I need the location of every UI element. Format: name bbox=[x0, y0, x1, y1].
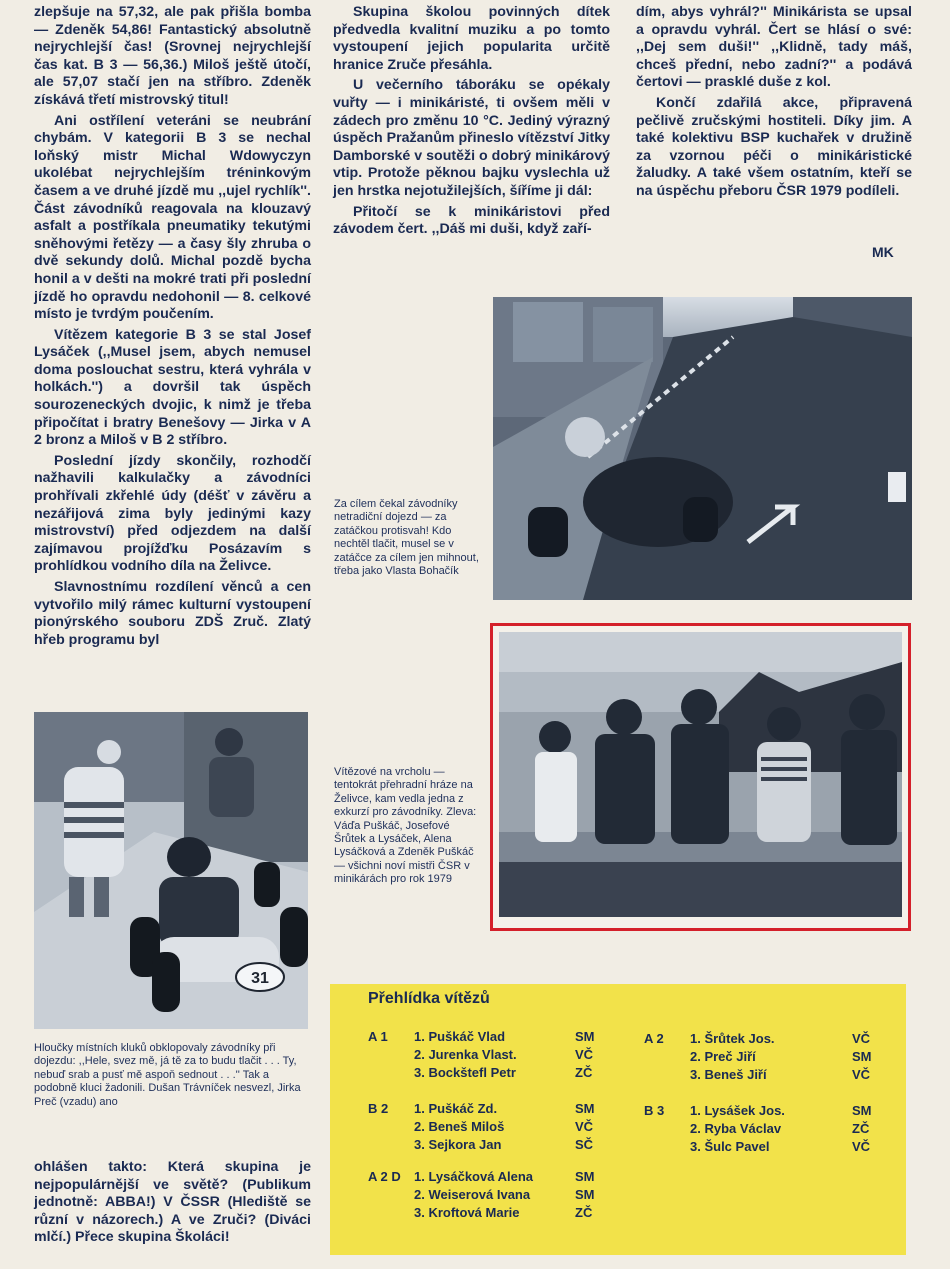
results-row-club: SČ bbox=[575, 1137, 594, 1152]
results-category: A 1 bbox=[368, 1029, 388, 1044]
results-row-name: 2. Jurenka Vlast. bbox=[414, 1047, 517, 1062]
paragraph: Skupina školou povinných dítek předvedla kvalitní muziku a po tomto vystoupení jejich popularita určitě hranice Zruče přesáhla. bbox=[333, 4, 610, 73]
results-row-name: 2. Preč Jiří bbox=[690, 1049, 756, 1064]
results-row-name: 2. Beneš Miloš bbox=[414, 1119, 505, 1134]
kids-photo-caption: Hloučky místních kluků obklopovaly závodníky při dojezdu: ,,Hele, svez mě, já tě za to budu tlačit . . . Ty, nebuď srab a pusť mě aspoň sednout . . .'' Tak a podobně kluci žadonili. Dušan Trávníček nesvezl, Jirka Preč (vzadu) ano bbox=[34, 1042, 301, 1108]
winners-group-photo bbox=[499, 632, 902, 917]
kart-number: 31 bbox=[251, 970, 269, 987]
results-category: B 3 bbox=[644, 1103, 665, 1118]
results-row-club: SM bbox=[852, 1103, 872, 1118]
results-row-name: 1. Šrůtek Jos. bbox=[690, 1031, 775, 1046]
results-row-club: SM bbox=[575, 1029, 595, 1044]
results-row-club: SM bbox=[575, 1169, 595, 1184]
paragraph: Přitočí se k minikáristovi před závodem čert. ,,Dáš mi duši, když zaří- bbox=[333, 203, 610, 238]
results-category: B 2 bbox=[368, 1101, 389, 1116]
results-row-name: 1. Puškáč Vlad bbox=[414, 1029, 506, 1044]
results-row-club: ZČ bbox=[852, 1121, 870, 1136]
results-row-name: 3. Beneš Jiří bbox=[690, 1067, 767, 1082]
paragraph: Slavnostnímu rozdílení věnců a cen vytvořilo milý rámec kulturní vystoupení pionýrského souboru ZDŠ Zruč. Zlatý hřeb programu byl bbox=[34, 579, 311, 648]
article-column-2 bbox=[333, 4, 610, 242]
road-photo-caption: Za cílem čekal závodníky netradiční dojezd — za zatáčkou protisvah! Kdo nechtěl tlačit, musel se v zatáčce za cílem jen mihnout, třeba jako Vlasta Bohačík bbox=[334, 498, 479, 578]
paragraph: Vítězem kategorie B 3 se stal Josef Lysáček (,,Musel jsem, abych nemusel doma poslouchat sestru, která vyhrála v holkách.'') a dovršil tak úspěch sourozeneckých dvojic, k nimž je třeba připočítat i bratry Benešovy — Jirka v A 2 bronz a Miloš v B 2 stříbro. bbox=[34, 326, 311, 449]
road-race-photo bbox=[493, 297, 912, 600]
article-column-1 bbox=[34, 4, 311, 652]
results-row-name: 3. Šulc Pavel bbox=[690, 1139, 770, 1154]
results-row-club: SM bbox=[575, 1187, 595, 1202]
winners-photo-frame bbox=[490, 623, 911, 931]
results-row-club: SM bbox=[852, 1049, 872, 1064]
results-row-club: VČ bbox=[575, 1047, 594, 1062]
results-right-column bbox=[630, 984, 906, 1255]
paragraph: Poslední jízdy skončily, rozhodčí nažhavili kalkulačky a závodníci prohřívali zkřehlé údy (déšť v závěru a nezářijová zima byly jedinými kazy mistrovství) před odjezdem na další zajímavou projížďku Posázavím s prohlídkou vodního díla na Želivce. bbox=[34, 452, 311, 575]
paragraph: zlepšuje na 57,32, ale pak přišla bomba — Zdeněk 54,86! Fantastický absolutně nejrychlejší čas! (Srovnej nejrychlejší čas kat. B 3 — 56,36.) Miloš ještě útočí, ale 57,07 stačí jen na stříbro. Zdeněk získává třetí mistrovský titul! bbox=[34, 4, 311, 108]
results-row-name: 2. Ryba Václav bbox=[690, 1121, 782, 1136]
results-row-club: SM bbox=[575, 1101, 595, 1116]
paragraph: Končí zdařilá akce, připravená pečlivě zručskými hostiteli. Díky jim. A také kolektivu BSP kuchařek v družině za vzornou péči o minikáristické žaludky. A také všem ostatním, kteří se na úspěchu přeboru ČSR 1979 podíleli. bbox=[636, 94, 912, 199]
results-row-club: VČ bbox=[852, 1139, 871, 1154]
winners-photo-caption: Vítězové na vrcholu — tentokrát přehradní hráze na Želivce, kam vedla jedna z exkurzí pro závodníky. Zleva: Váďa Puškáč, Josefové Šrůtek a Lysáček, Alena Lysáčková a Zdeněk Puškáč — všichni noví mistři ČSR v minikárách pro rok 1979 bbox=[334, 766, 477, 886]
results-row-club: ZČ bbox=[575, 1205, 593, 1220]
paragraph: ohlášen takto: Která skupina je nejpopulárnější ve světě? (Publikum jednotně: ABBA!) V ČSSR (Hlediště se různí v názorech.) A ve Zruči? (Diváci mlčí.) Přece skupina Školáci! bbox=[34, 1159, 311, 1246]
results-left-column bbox=[330, 984, 630, 1255]
paragraph: U večerního táboráku se opékaly vuřty — i minikáristé, ti ovšem měli v zádech pro změnu 10 °C. Jediný výrazný úspěch Pražanům přineslo vítězství Jitky Damborské v soutěži o dobrý minikárový vtip. Protože pěknou bajku vyslechla už jen hrstka nejotužilejších, šíříme ji dál: bbox=[333, 77, 610, 199]
results-box bbox=[330, 984, 906, 1255]
results-row-club: ZČ bbox=[575, 1065, 593, 1080]
results-row-name: 1. Lysáčková Alena bbox=[414, 1169, 533, 1184]
results-row-club: VČ bbox=[852, 1031, 871, 1046]
results-row-name: 2. Weiserová Ivana bbox=[414, 1187, 531, 1202]
results-row-name: 3. Bockštefl Petr bbox=[414, 1065, 516, 1080]
paragraph: dím, abys vyhrál?'' Minikárista se upsal a opravdu vyhrál. Čert se hlásí o své: ,,Dej sem duši!'' ,,Klidně, tady máš, chceš přední, nebo zadní?'' a podává čertovi — prasklé duše z kol. bbox=[636, 4, 912, 91]
results-row-name: 1. Lysášek Jos. bbox=[690, 1103, 785, 1118]
results-row-club: VČ bbox=[575, 1119, 594, 1134]
results-category: A 2 bbox=[644, 1031, 664, 1046]
article-continuation bbox=[34, 1159, 311, 1250]
results-row-name: 3. Sejkora Jan bbox=[414, 1137, 502, 1152]
results-row-name: 3. Kroftová Marie bbox=[414, 1205, 520, 1220]
paragraph: Ani ostřílení veteráni se neubrání chybám. V kategorii B 3 se nechal loňský mistr Michal Wdowyczyn ukolébat nejrychlejším tréninkovým časem a ve druhé jízdě mu ,,ujel rychlík''. Část závodníků reagovala na klouzavý asfalt a postříkala pneumatiky tekutými sněhovými řetězy — a časy šly zhruba o dvě sekundy dolů. Michal pozdě bycha honil a v dešti na mokré trati při poslední jízdě ho opravdu nedohonil — 8. celkové místo je tvrdým poučením. bbox=[34, 112, 311, 323]
results-row-name: 1. Puškáč Zd. bbox=[414, 1101, 498, 1116]
kids-kart-photo bbox=[34, 712, 308, 1029]
author-signature: MK bbox=[872, 244, 894, 260]
results-row-club: VČ bbox=[852, 1067, 871, 1082]
article-column-3 bbox=[636, 4, 912, 204]
results-title: Přehlídka vítězů bbox=[368, 990, 490, 1007]
results-category: A 2 D bbox=[368, 1169, 401, 1184]
